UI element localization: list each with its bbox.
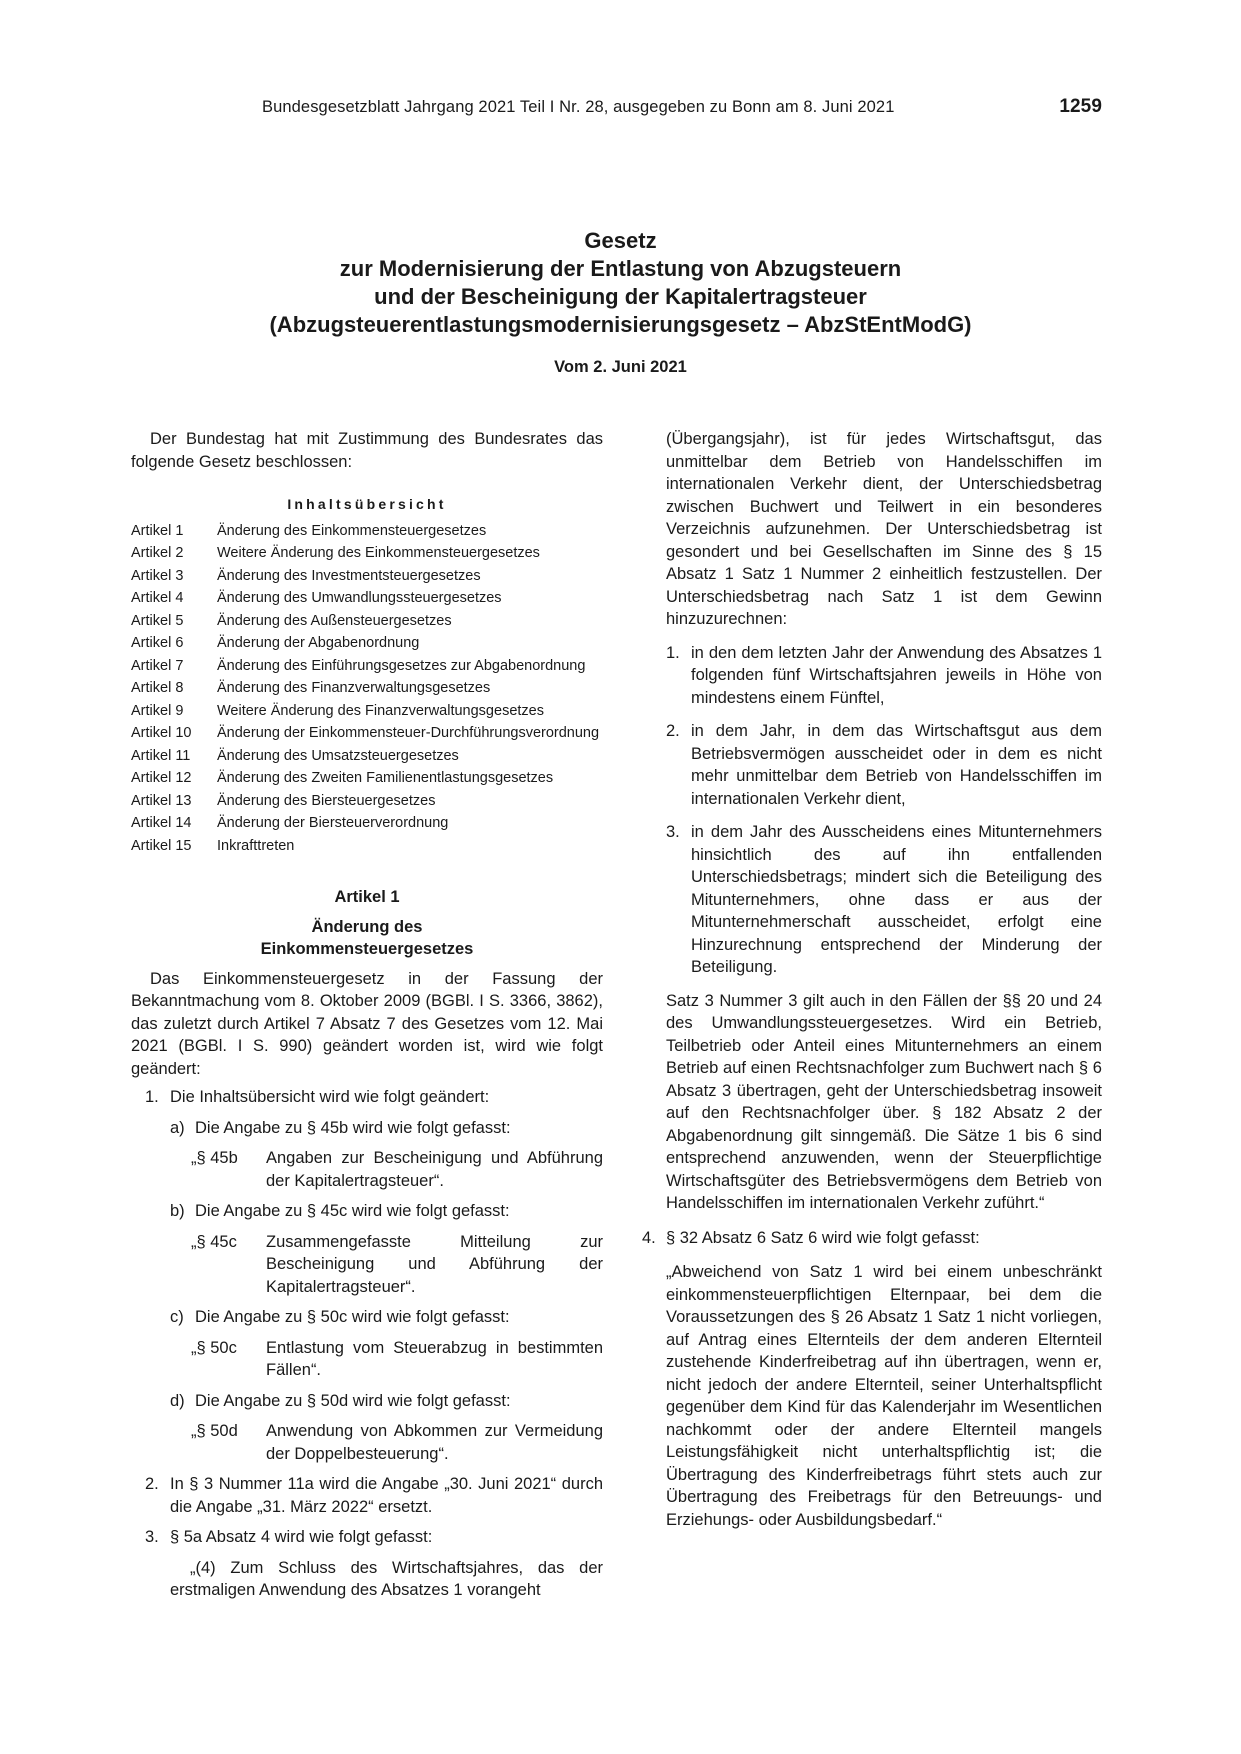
quote-50d	[191, 1420, 603, 1465]
toc-text: Inkrafttreten	[217, 837, 295, 854]
toc-article: Artikel 13	[131, 792, 192, 809]
page-number: 1259	[1059, 96, 1102, 117]
toc-text: Änderung des Investmentsteuergesetzes	[217, 567, 481, 584]
article-1-heading: Artikel 1	[334, 887, 400, 906]
list-number: 2.	[145, 1475, 159, 1493]
list-text: Die Angabe zu § 45b wird wie folgt gefasst:	[195, 1118, 511, 1137]
toc-article: Artikel 10	[131, 725, 192, 741]
toc-text: Änderung der Einkommensteuer-Durchführungsverordnung	[217, 725, 600, 741]
toc-row	[131, 814, 603, 833]
toc-row	[131, 589, 603, 608]
list-item-1	[145, 1086, 603, 1109]
toc-row	[131, 634, 603, 653]
list-item-3	[145, 1526, 603, 1549]
preamble: Der Bundestag hat mit Zustimmung des Bundesrates das folgende Gesetz beschlossen:	[131, 430, 603, 471]
toc-row	[131, 522, 603, 541]
quote-text: Angaben zur Bescheinigung und Abführung der Kapitalertragsteuer“.	[266, 1149, 603, 1190]
sub-text: in dem Jahr des Ausscheidens eines Mitunternehmers hinsichtlich des auf ihn entfallenden Unterschiedsbetrags; mindert sich die Beteiligung des Mitunternehmers, ohne dass er aus der Mitunternehmerschaft ausscheidet, erfolgt eine Hinzurechnung entsprechend der Minderung der Beteiligung.	[691, 823, 1102, 976]
law-date: Vom 2. Juni 2021	[554, 358, 687, 376]
list-number: 4.	[642, 1228, 656, 1247]
toc-row	[131, 724, 603, 743]
toc-article: Artikel 2	[131, 545, 184, 561]
toc-text: Änderung des Biersteuergesetzes	[217, 792, 436, 809]
left-column	[131, 428, 603, 1602]
toc-article: Artikel 6	[131, 635, 184, 651]
toc-text: Änderung des Zweiten Familienentlastungsgesetzes	[217, 770, 554, 786]
toc-text: Änderung des Umwandlungssteuergesetzes	[217, 590, 502, 606]
list-text: Die Angabe zu § 45c wird wie folgt gefasst:	[195, 1202, 510, 1220]
quote-32: „Abweichend von Satz 1 wird bei einem unbeschränkt einkommensteuerpflichtigen Elternpaar, bei dem die Voraussetzungen des § 26 Absatz 1 Satz 1 nicht vorliegen, auf Antrag eines Elternteils der dem anderen Elternteil zustehende Kinderfreibetrag auf ihn übertragen, wenn er, nicht jedoch der andere Elternteil, seiner Unterhaltspflicht gegenüber dem Kind für das Kalenderjahr im Wesentlichen nachkommt oder der andere Elternteil mangels Leistungsfähigkeit nicht unterhaltspflichtig ist; die Übertragung des Kinderfreibetrags führt stets auch zur Übertragung des Freibetrags für den Betreuungs- und Erziehungs- oder Ausbildungsbedarf.“	[666, 1263, 1102, 1529]
toc-article: Artikel 12	[131, 770, 192, 786]
toc-row	[131, 567, 603, 586]
list-text: § 32 Absatz 6 Satz 6 wird wie folgt gefasst:	[666, 1228, 980, 1247]
list-item-1d	[170, 1390, 603, 1413]
toc-list	[131, 522, 603, 856]
list-text: Die Inhaltsübersicht wird wie folgt geändert:	[170, 1088, 490, 1106]
title-line-2: zur Modernisierung der Entlastung von Abzugsteuern	[339, 256, 902, 281]
continuation-text: (Übergangsjahr), ist für jedes Wirtschaftsgut, das unmittelbar dem Betrieb von Handelsschiffen im internationalen Verkehr dient, der Unterschiedsbetrag zwischen Buchwert und Teilwert in ein besonderes Verzeichnis aufzunehmen. Der Unterschiedsbetrag ist gesondert und bei Gesellschaften im Sinne des § 15 Absatz 1 Satz 1 Nummer 2 einheitlich festzustellen. Der Unterschiedsbetrag nach Satz 1 ist dem Gewinn hinzuzurechnen:	[666, 430, 1102, 628]
article-1-subheading-line-2: Einkommensteuergesetzes	[260, 939, 474, 958]
list-item-1a	[170, 1117, 603, 1140]
list-text: Die Angabe zu § 50c wird wie folgt gefasst:	[195, 1308, 510, 1326]
list-text: Die Angabe zu § 50d wird wie folgt gefasst:	[195, 1391, 511, 1410]
quote-text: Anwendung von Abkommen zur Vermeidung der Doppelbesteuerung“.	[266, 1422, 603, 1463]
toc-article: Artikel 15	[131, 837, 192, 854]
law-title	[180, 227, 1061, 339]
toc-text: Weitere Änderung des Einkommensteuergesetzes	[217, 545, 540, 561]
list-letter: c)	[170, 1308, 184, 1326]
running-head-text: Bundesgesetzblatt Jahrgang 2021 Teil I Nr. 28, ausgegeben zu Bonn am 8. Juni 2021	[262, 98, 895, 116]
sub-number: 3.	[666, 823, 680, 841]
sub-item-2	[666, 720, 1102, 810]
article-1-intro: Das Einkommensteuergesetz in der Fassung der Bekanntmachung vom 8. Oktober 2009 (BGBl. I S. 3366, 3862), das zuletzt durch Artikel 7 Absatz 7 des Gesetzes vom 12. Mai 2021 (BGBl. I S. 990) geändert worden ist, wird wie folgt geändert:	[131, 969, 603, 1078]
toc-article: Artikel 8	[131, 680, 184, 696]
toc-text: Änderung des Einkommensteuergesetzes	[217, 522, 487, 539]
quote-45b	[191, 1147, 603, 1192]
sub-text: in den dem letzten Jahr der Anwendung des Absatzes 1 folgenden fünf Wirtschaftsjahren jeweils in Höhe von mindestens einem Fünftel,	[691, 643, 1102, 707]
toc-article: Artikel 1	[131, 522, 184, 539]
toc-article: Artikel 14	[131, 815, 192, 831]
toc-row	[131, 544, 603, 563]
toc-text: Änderung der Abgabenordnung	[217, 635, 420, 651]
list-item-4	[642, 1227, 1102, 1250]
toc-text: Änderung des Finanzverwaltungsgesetzes	[217, 680, 491, 696]
quote-paragraph: „§ 45b	[191, 1149, 238, 1167]
sub-number: 2.	[666, 722, 680, 740]
sub-number: 1.	[666, 643, 680, 662]
toc-article: Artikel 4	[131, 590, 184, 606]
toc-row	[131, 769, 603, 788]
toc-text: Weitere Änderung des Finanzverwaltungsgesetzes	[217, 702, 544, 719]
title-line-4: (Abzugsteuerentlastungsmodernisierungsgesetz – AbzStEntModG)	[269, 312, 972, 337]
toc-article: Artikel 5	[131, 612, 184, 629]
toc-row	[131, 679, 603, 698]
list-item-2	[145, 1473, 603, 1518]
toc-article: Artikel 7	[131, 657, 184, 674]
quote-45c	[191, 1231, 603, 1299]
toc-text: Änderung der Biersteuerverordnung	[217, 815, 449, 831]
quote-text: Zusammengefasste Mitteilung zur Bescheinigung und Abführung der Kapitalertragsteuer“.	[266, 1232, 603, 1296]
sub-item-3	[666, 821, 1102, 979]
toc-row	[131, 837, 603, 856]
list-number: 1.	[145, 1088, 159, 1106]
toc-row	[131, 792, 603, 811]
quote-paragraph: „§ 50c	[191, 1338, 237, 1357]
quote-5a-start: „(4) Zum Schluss des Wirtschaftsjahres, das der erstmaligen Anwendung des Absatzes 1 vorangeht	[170, 1558, 603, 1599]
quote-text: Entlastung vom Steuerabzug in bestimmten Fällen“.	[266, 1338, 603, 1379]
toc-text: Änderung des Außensteuergesetzes	[217, 612, 452, 629]
list-text: § 5a Absatz 4 wird wie folgt gefasst:	[170, 1528, 433, 1546]
toc-article: Artikel 3	[131, 567, 184, 584]
right-column	[642, 428, 1102, 1531]
toc-article: Artikel 11	[131, 747, 191, 764]
title-line-1: Gesetz	[584, 228, 657, 253]
quote-paragraph: „§ 50d	[191, 1422, 238, 1440]
running-head	[262, 98, 1102, 117]
toc-row	[131, 657, 603, 676]
list-letter: b)	[170, 1202, 185, 1220]
toc-text: Änderung des Einführungsgesetzes zur Abgabenordnung	[217, 657, 586, 674]
toc-row	[131, 612, 603, 631]
article-1-subheading-line-1: Änderung des	[311, 917, 423, 936]
sub-text: in dem Jahr, in dem das Wirtschaftsgut aus dem Betriebsvermögen ausscheidet oder in dem es nicht mehr unmittelbar dem Betrieb von Handelsschiffen im internationalen Verkehr dient,	[691, 722, 1102, 808]
toc-heading: Inhaltsübersicht	[287, 496, 447, 512]
quote-50c	[191, 1337, 603, 1382]
list-number: 3.	[145, 1528, 159, 1546]
toc-article: Artikel 9	[131, 702, 184, 719]
title-line-3: und der Bescheinigung der Kapitalertragsteuer	[374, 284, 867, 309]
toc-row	[131, 747, 603, 766]
toc-text: Änderung des Umsatzsteuergesetzes	[217, 747, 459, 764]
list-letter: d)	[170, 1391, 185, 1410]
list-text: In § 3 Nummer 11a wird die Angabe „30. Juni 2021“ durch die Angabe „31. März 2022“ ersetzt.	[170, 1475, 603, 1516]
list-item-1c	[170, 1306, 603, 1329]
list-item-1b	[170, 1200, 603, 1223]
list-letter: a)	[170, 1118, 185, 1137]
article-1-subheading	[131, 916, 603, 960]
closing-text: Satz 3 Nummer 3 gilt auch in den Fällen der §§ 20 und 24 des Umwandlungssteuergesetzes. Wird ein Betrieb, Teilbetrieb oder Anteil eines Mitunternehmers an einem Betrieb auf einen Rechtsnachfolger zum Buchwert nach § 6 Absatz 3 übertragen, geht der Unterschiedsbetrag insoweit auf den Rechtsnachfolger über. § 182 Absatz 2 der Abgabenordnung gilt sinngemäß. Die Sätze 1 bis 6 sind entsprechend anzuwenden, wenn der Steuerpflichtige Wirtschaftsgüter des Betriebsvermögens dem Betrieb von Handelsschiffen im internationalen Verkehr zuführt.“	[666, 991, 1102, 1212]
quote-paragraph: „§ 45c	[191, 1232, 237, 1251]
sub-item-1	[666, 642, 1102, 710]
toc-row	[131, 702, 603, 721]
